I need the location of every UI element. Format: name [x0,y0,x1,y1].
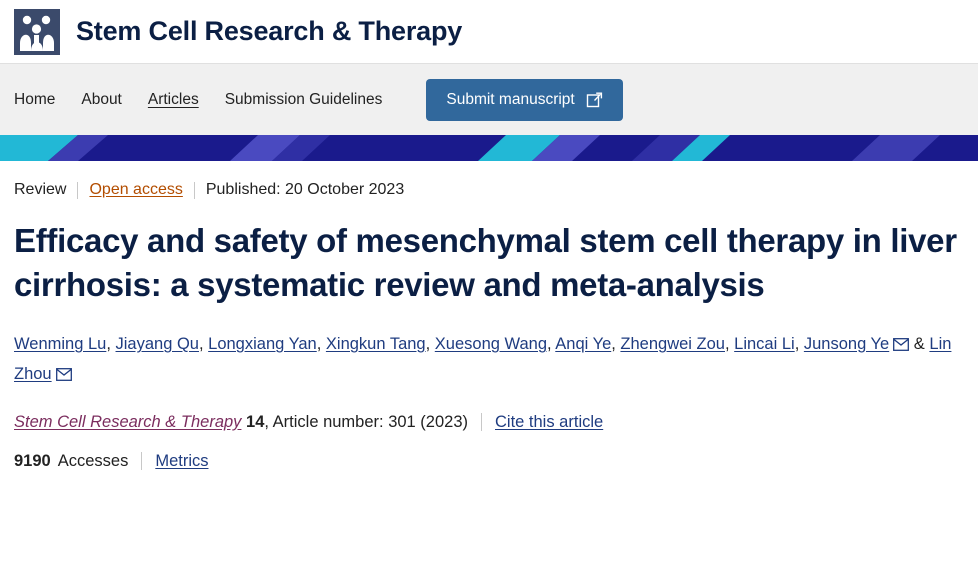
author-link[interactable]: Junsong Ye [803,335,890,354]
author-separator: , [425,335,435,354]
citation-article-number: , Article number: 301 (2023) [264,412,468,431]
nav-item-submission-guidelines[interactable]: Submission Guidelines [224,90,383,108]
citation-journal-link[interactable]: Stem Cell Research & Therapy [14,412,242,431]
decorative-banner [0,135,978,161]
author-link[interactable]: Lincai Li [734,335,795,354]
author-link[interactable]: Anqi Ye [555,335,612,354]
nav-item-about[interactable]: About [81,90,122,108]
author-separator: , [547,335,556,354]
metrics-divider [141,452,142,470]
published-label: Published: [205,181,281,198]
author-separator: , [198,335,209,354]
page-title: Stem Cell Research & Therapy [76,16,463,46]
accesses-count: 9190 [14,451,51,470]
author-separator: , [794,335,804,354]
meta-divider [77,182,78,199]
author-link[interactable]: Wenming Lu [14,335,107,354]
author-separator: , [106,335,116,354]
author-link[interactable]: Zhengwei Zou [620,335,725,354]
submit-manuscript-button[interactable] [426,79,622,121]
main-navigation [0,63,978,135]
meta-divider [194,182,195,199]
author-link[interactable]: Xuesong Wang [434,335,547,354]
metrics-line [14,452,964,471]
author-separator: , [611,335,621,354]
author-list [14,330,964,391]
author-separator: , [724,335,735,354]
submit-manuscript-label: Submit manuscript [446,90,575,108]
author-link[interactable]: Lin Zhou [14,335,952,384]
citation-volume: 14 [246,412,265,431]
author-link[interactable]: Xingkun Tang [325,335,426,354]
cite-this-article-link[interactable]: Cite this article [495,412,604,431]
author-link[interactable]: Jiayang Qu [115,335,199,354]
metrics-link[interactable]: Metrics [155,451,209,470]
article-meta [14,181,964,199]
accesses-label: Accesses [57,451,129,470]
external-link-icon [586,91,603,108]
citation-divider [481,413,482,431]
citation-line [14,413,964,432]
nav-item-articles[interactable]: Articles [147,90,199,108]
nav-item-home[interactable]: Home [14,90,56,108]
article-title: Efficacy and safety of mesenchymal stem cell therapy in liver cirrhosis: a systematic review and meta-analysis [14,222,957,303]
author-last-separator: & [909,335,930,354]
article-type: Review [14,181,67,198]
masthead [0,0,978,63]
email-icon[interactable] [56,362,72,390]
published-date: 20 October 2023 [285,181,405,198]
journal-logo-icon[interactable] [14,9,60,55]
open-access-link[interactable]: Open access [89,181,183,198]
article-header [0,161,978,471]
email-icon[interactable] [893,332,909,360]
author-link[interactable]: Longxiang Yan [208,335,317,354]
author-separator: , [316,335,326,354]
